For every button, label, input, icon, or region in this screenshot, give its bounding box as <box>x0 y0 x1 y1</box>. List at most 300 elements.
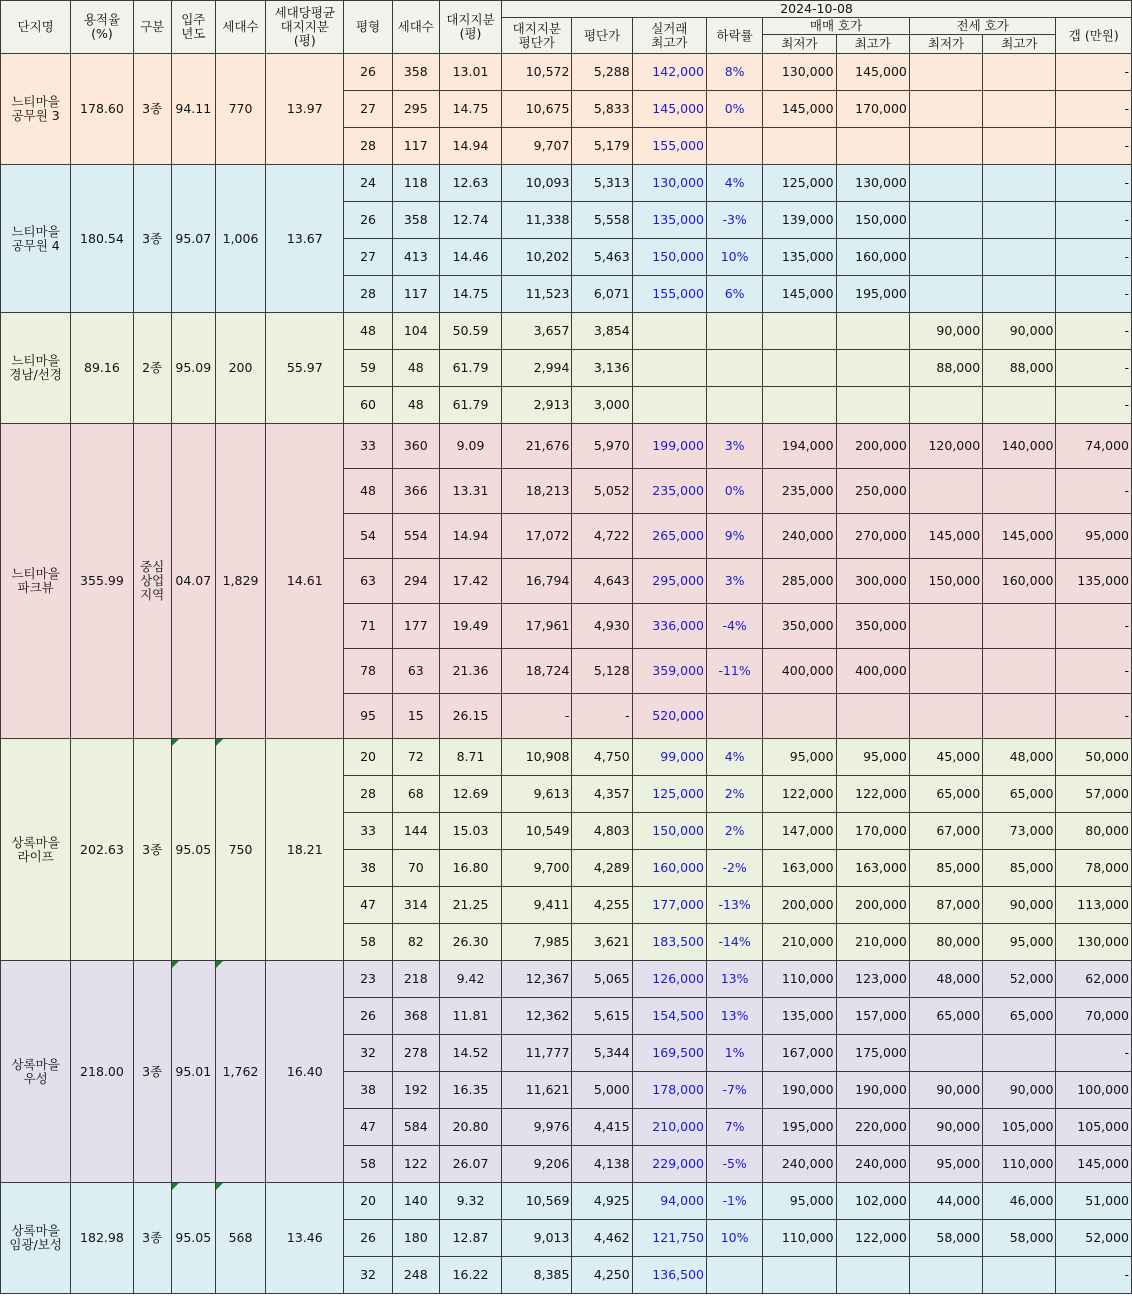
cell-real-max: 145,000 <box>632 91 706 128</box>
group-year: 95.05 <box>171 739 215 961</box>
header-gap: 갭 (만원) <box>1056 18 1132 54</box>
cell-pyeong: 32 <box>344 1035 392 1072</box>
cell-sale-max: 210,000 <box>836 924 909 961</box>
cell-real-max: 229,000 <box>632 1146 706 1183</box>
cell-gap: - <box>1056 604 1132 649</box>
cell-jeonse-max <box>983 1257 1056 1294</box>
header-jeonse-ask: 전세 호가 <box>909 18 1056 35</box>
cell-drop-rate: -3% <box>707 202 763 239</box>
cell-land-share: 14.52 <box>439 1035 501 1072</box>
cell-land-price: 9,976 <box>502 1109 572 1146</box>
cell-sale-max: 170,000 <box>836 813 909 850</box>
cell-drop-rate: 7% <box>707 1109 763 1146</box>
cell-sale-min: 130,000 <box>763 54 836 91</box>
cell-gap: 74,000 <box>1056 424 1132 469</box>
cell-pyeong: 54 <box>344 514 392 559</box>
group-zone: 3종 <box>133 739 171 961</box>
cell-pyeong: 47 <box>344 887 392 924</box>
header-sale-min: 최저가 <box>763 35 836 54</box>
cell-drop-rate: 4% <box>707 165 763 202</box>
cell-pyeong: 78 <box>344 649 392 694</box>
cell-gap: - <box>1056 91 1132 128</box>
group-avg-land: 18.21 <box>266 739 344 961</box>
cell-sale-max <box>836 313 909 350</box>
cell-real-max: 136,500 <box>632 1257 706 1294</box>
cell-gap: - <box>1056 202 1132 239</box>
cell-sale-min: 122,000 <box>763 776 836 813</box>
cell-sale-min: 167,000 <box>763 1035 836 1072</box>
cell-sale-min: 190,000 <box>763 1072 836 1109</box>
cell-gap: - <box>1056 313 1132 350</box>
cell-drop-rate <box>707 128 763 165</box>
cell-unit-households: 180 <box>392 1220 439 1257</box>
cell-sale-max: 157,000 <box>836 998 909 1035</box>
cell-drop-rate: -5% <box>707 1146 763 1183</box>
cell-land-price: 10,549 <box>502 813 572 850</box>
cell-land-share: 61.79 <box>439 387 501 424</box>
cell-real-max: 94,000 <box>632 1183 706 1220</box>
cell-land-share: 14.94 <box>439 128 501 165</box>
cell-sale-max: 200,000 <box>836 424 909 469</box>
cell-land-share: 26.15 <box>439 694 501 739</box>
cell-drop-rate: 13% <box>707 961 763 998</box>
header-pyeong: 평형 <box>344 1 392 54</box>
cell-land-share: 16.35 <box>439 1072 501 1109</box>
cell-jeonse-min: 48,000 <box>909 961 982 998</box>
cell-gap: 100,000 <box>1056 1072 1132 1109</box>
cell-unit-households: 368 <box>392 998 439 1035</box>
cell-real-max: 235,000 <box>632 469 706 514</box>
cell-real-max: 210,000 <box>632 1109 706 1146</box>
group-year: 95.01 <box>171 961 215 1183</box>
cell-land-price: 10,572 <box>502 54 572 91</box>
cell-pyeong-price: 4,750 <box>572 739 632 776</box>
header-households: 세대수 <box>215 1 265 54</box>
group-households: 568 <box>215 1183 265 1294</box>
cell-unit-households: 413 <box>392 239 439 276</box>
cell-jeonse-min <box>909 276 982 313</box>
cell-land-share: 15.03 <box>439 813 501 850</box>
cell-unit-households: 117 <box>392 128 439 165</box>
cell-sale-max: 300,000 <box>836 559 909 604</box>
cell-jeonse-max <box>983 202 1056 239</box>
cell-jeonse-max: 145,000 <box>983 514 1056 559</box>
cell-gap: 135,000 <box>1056 559 1132 604</box>
header-far: 용적율 (%) <box>71 1 133 54</box>
cell-gap: 113,000 <box>1056 887 1132 924</box>
cell-drop-rate: -2% <box>707 850 763 887</box>
cell-sale-max: 240,000 <box>836 1146 909 1183</box>
cell-jeonse-min: 90,000 <box>909 1072 982 1109</box>
cell-drop-rate <box>707 350 763 387</box>
table-row <box>1 54 1132 91</box>
cell-gap: - <box>1056 54 1132 91</box>
cell-sale-max: 122,000 <box>836 1220 909 1257</box>
cell-unit-households: 117 <box>392 276 439 313</box>
cell-real-max <box>632 313 706 350</box>
cell-jeonse-min <box>909 387 982 424</box>
cell-pyeong-price: - <box>572 694 632 739</box>
cell-sale-min: 110,000 <box>763 1220 836 1257</box>
cell-jeonse-min <box>909 54 982 91</box>
cell-land-price: 9,700 <box>502 850 572 887</box>
cell-land-share: 8.71 <box>439 739 501 776</box>
cell-jeonse-max <box>983 387 1056 424</box>
cell-sale-max: 400,000 <box>836 649 909 694</box>
header-sale-max: 최고가 <box>836 35 909 54</box>
cell-gap: - <box>1056 469 1132 514</box>
cell-jeonse-min: 87,000 <box>909 887 982 924</box>
cell-sale-max: 250,000 <box>836 469 909 514</box>
cell-sale-min: 240,000 <box>763 1146 836 1183</box>
cell-pyeong-price: 3,621 <box>572 924 632 961</box>
cell-pyeong: 27 <box>344 91 392 128</box>
cell-unit-households: 584 <box>392 1109 439 1146</box>
cell-sale-max: 350,000 <box>836 604 909 649</box>
cell-real-max: 135,000 <box>632 202 706 239</box>
cell-pyeong-price: 4,357 <box>572 776 632 813</box>
cell-real-max: 177,000 <box>632 887 706 924</box>
cell-drop-rate: 10% <box>707 1220 763 1257</box>
cell-land-share: 14.75 <box>439 91 501 128</box>
cell-gap: 50,000 <box>1056 739 1132 776</box>
cell-pyeong-price: 4,722 <box>572 514 632 559</box>
cell-pyeong-price: 5,463 <box>572 239 632 276</box>
cell-pyeong: 47 <box>344 1109 392 1146</box>
cell-pyeong-price: 5,128 <box>572 649 632 694</box>
cell-jeonse-min: 58,000 <box>909 1220 982 1257</box>
cell-jeonse-min: 65,000 <box>909 998 982 1035</box>
cell-unit-households: 63 <box>392 649 439 694</box>
header-unit-households: 세대수 <box>392 1 439 54</box>
cell-unit-households: 144 <box>392 813 439 850</box>
cell-land-price: 16,794 <box>502 559 572 604</box>
cell-sale-max: 95,000 <box>836 739 909 776</box>
cell-sale-min: 194,000 <box>763 424 836 469</box>
cell-drop-rate: 13% <box>707 998 763 1035</box>
group-households: 1,762 <box>215 961 265 1183</box>
cell-land-price: 10,202 <box>502 239 572 276</box>
cell-land-share: 21.36 <box>439 649 501 694</box>
cell-real-max: 359,000 <box>632 649 706 694</box>
header-pyeong-price: 평단가 <box>572 18 632 54</box>
group-households: 770 <box>215 54 265 165</box>
cell-unit-households: 140 <box>392 1183 439 1220</box>
cell-drop-rate: 1% <box>707 1035 763 1072</box>
cell-jeonse-max: 52,000 <box>983 961 1056 998</box>
group-zone: 중심 상업 지역 <box>133 424 171 739</box>
cell-sale-max: 145,000 <box>836 54 909 91</box>
cell-jeonse-min: 85,000 <box>909 850 982 887</box>
cell-real-max: 178,000 <box>632 1072 706 1109</box>
cell-sale-min <box>763 313 836 350</box>
cell-drop-rate: -13% <box>707 887 763 924</box>
cell-gap: - <box>1056 350 1132 387</box>
cell-land-price: 21,676 <box>502 424 572 469</box>
cell-land-price: 3,657 <box>502 313 572 350</box>
cell-pyeong: 71 <box>344 604 392 649</box>
cell-pyeong-price: 5,052 <box>572 469 632 514</box>
cell-land-price: 2,913 <box>502 387 572 424</box>
cell-sale-min <box>763 1257 836 1294</box>
header-date: 2024-10-08 <box>502 1 1132 18</box>
cell-jeonse-min: 150,000 <box>909 559 982 604</box>
cell-gap: 145,000 <box>1056 1146 1132 1183</box>
cell-drop-rate: 0% <box>707 91 763 128</box>
table-row <box>1 424 1132 469</box>
cell-jeonse-max <box>983 276 1056 313</box>
group-avg-land: 14.61 <box>266 424 344 739</box>
cell-pyeong: 59 <box>344 350 392 387</box>
cell-drop-rate: 8% <box>707 54 763 91</box>
group-households: 750 <box>215 739 265 961</box>
cell-pyeong-price: 3,136 <box>572 350 632 387</box>
cell-pyeong-price: 4,415 <box>572 1109 632 1146</box>
cell-pyeong: 24 <box>344 165 392 202</box>
cell-pyeong: 63 <box>344 559 392 604</box>
cell-sale-min: 110,000 <box>763 961 836 998</box>
cell-unit-households: 192 <box>392 1072 439 1109</box>
cell-sale-min: 400,000 <box>763 649 836 694</box>
cell-sale-min <box>763 350 836 387</box>
cell-pyeong: 28 <box>344 276 392 313</box>
cell-real-max: 150,000 <box>632 813 706 850</box>
cell-pyeong: 28 <box>344 776 392 813</box>
cell-land-price: 7,985 <box>502 924 572 961</box>
cell-sale-min: 235,000 <box>763 469 836 514</box>
cell-sale-max: 130,000 <box>836 165 909 202</box>
cell-pyeong: 33 <box>344 813 392 850</box>
header-drop-rate: 하락률 <box>707 18 763 54</box>
cell-sale-max: 160,000 <box>836 239 909 276</box>
group-far: 178.60 <box>71 54 133 165</box>
cell-pyeong-price: 4,462 <box>572 1220 632 1257</box>
cell-jeonse-max: 65,000 <box>983 776 1056 813</box>
cell-land-price: 9,411 <box>502 887 572 924</box>
cell-land-price: 18,213 <box>502 469 572 514</box>
cell-jeonse-max <box>983 1035 1056 1072</box>
cell-pyeong: 58 <box>344 924 392 961</box>
cell-sale-min: 95,000 <box>763 1183 836 1220</box>
cell-sale-min: 163,000 <box>763 850 836 887</box>
cell-pyeong-price: 3,854 <box>572 313 632 350</box>
header-real-max: 실거래 최고가 <box>632 18 706 54</box>
cell-land-price: 11,777 <box>502 1035 572 1072</box>
cell-unit-households: 248 <box>392 1257 439 1294</box>
cell-sale-min: 195,000 <box>763 1109 836 1146</box>
group-far: 182.98 <box>71 1183 133 1294</box>
cell-pyeong-price: 5,558 <box>572 202 632 239</box>
cell-land-price: 11,523 <box>502 276 572 313</box>
cell-pyeong: 26 <box>344 202 392 239</box>
cell-pyeong: 95 <box>344 694 392 739</box>
group-avg-land: 55.97 <box>266 313 344 424</box>
cell-pyeong: 48 <box>344 469 392 514</box>
cell-real-max <box>632 350 706 387</box>
cell-sale-min: 125,000 <box>763 165 836 202</box>
cell-sale-max: 102,000 <box>836 1183 909 1220</box>
cell-land-price: 2,994 <box>502 350 572 387</box>
group-name: 느티마을 공무원 3 <box>1 54 71 165</box>
cell-real-max: 265,000 <box>632 514 706 559</box>
cell-pyeong-price: 4,930 <box>572 604 632 649</box>
cell-land-share: 13.01 <box>439 54 501 91</box>
cell-sale-max <box>836 128 909 165</box>
cell-jeonse-min <box>909 1035 982 1072</box>
cell-pyeong: 38 <box>344 850 392 887</box>
cell-jeonse-max <box>983 91 1056 128</box>
header-sale-ask: 매매 호가 <box>763 18 910 35</box>
cell-sale-min: 139,000 <box>763 202 836 239</box>
cell-land-share: 11.81 <box>439 998 501 1035</box>
cell-land-share: 12.87 <box>439 1220 501 1257</box>
group-name: 느티마을 파크뷰 <box>1 424 71 739</box>
cell-unit-households: 177 <box>392 604 439 649</box>
cell-unit-households: 314 <box>392 887 439 924</box>
table-row <box>1 1183 1132 1220</box>
cell-land-share: 26.30 <box>439 924 501 961</box>
cell-land-price: 10,093 <box>502 165 572 202</box>
cell-sale-max: 270,000 <box>836 514 909 559</box>
cell-pyeong: 33 <box>344 424 392 469</box>
cell-real-max: 150,000 <box>632 239 706 276</box>
cell-jeonse-min: 67,000 <box>909 813 982 850</box>
cell-sale-min <box>763 128 836 165</box>
cell-jeonse-min <box>909 165 982 202</box>
cell-land-price: 12,367 <box>502 961 572 998</box>
cell-gap: 62,000 <box>1056 961 1132 998</box>
cell-unit-households: 118 <box>392 165 439 202</box>
cell-land-share: 12.69 <box>439 776 501 813</box>
cell-gap: 51,000 <box>1056 1183 1132 1220</box>
group-avg-land: 16.40 <box>266 961 344 1183</box>
group-name: 느티마을 경남/선경 <box>1 313 71 424</box>
cell-sale-max: 122,000 <box>836 776 909 813</box>
cell-pyeong-price: 5,615 <box>572 998 632 1035</box>
cell-land-price: 9,707 <box>502 128 572 165</box>
cell-drop-rate: 10% <box>707 239 763 276</box>
cell-pyeong: 20 <box>344 739 392 776</box>
cell-unit-households: 48 <box>392 350 439 387</box>
group-zone: 3종 <box>133 165 171 313</box>
cell-jeonse-max: 90,000 <box>983 887 1056 924</box>
cell-pyeong-price: 5,065 <box>572 961 632 998</box>
cell-pyeong-price: 5,344 <box>572 1035 632 1072</box>
cell-real-max: 183,500 <box>632 924 706 961</box>
cell-land-price: 9,206 <box>502 1146 572 1183</box>
cell-sale-min: 350,000 <box>763 604 836 649</box>
cell-pyeong-price: 5,970 <box>572 424 632 469</box>
cell-pyeong: 58 <box>344 1146 392 1183</box>
cell-drop-rate: 3% <box>707 559 763 604</box>
cell-pyeong: 27 <box>344 239 392 276</box>
cell-drop-rate: 0% <box>707 469 763 514</box>
cell-jeonse-min: 80,000 <box>909 924 982 961</box>
cell-drop-rate: 9% <box>707 514 763 559</box>
cell-drop-rate <box>707 387 763 424</box>
cell-unit-households: 104 <box>392 313 439 350</box>
cell-pyeong-price: 5,000 <box>572 1072 632 1109</box>
cell-gap: 80,000 <box>1056 813 1132 850</box>
header-avg-land: 세대당평균 대지지분 (평) <box>266 1 344 54</box>
cell-drop-rate <box>707 1257 763 1294</box>
cell-sale-max: 190,000 <box>836 1072 909 1109</box>
cell-land-share: 50.59 <box>439 313 501 350</box>
cell-jeonse-min <box>909 604 982 649</box>
group-zone: 3종 <box>133 1183 171 1294</box>
cell-land-share: 61.79 <box>439 350 501 387</box>
cell-jeonse-max: 160,000 <box>983 559 1056 604</box>
header-land-share: 대지지분 (평) <box>439 1 501 54</box>
group-name: 상록마을 우성 <box>1 961 71 1183</box>
cell-gap: 130,000 <box>1056 924 1132 961</box>
cell-drop-rate: 2% <box>707 813 763 850</box>
group-avg-land: 13.67 <box>266 165 344 313</box>
cell-jeonse-min: 95,000 <box>909 1146 982 1183</box>
cell-jeonse-max: 48,000 <box>983 739 1056 776</box>
cell-sale-min: 240,000 <box>763 514 836 559</box>
cell-pyeong-price: 5,833 <box>572 91 632 128</box>
cell-real-max: 160,000 <box>632 850 706 887</box>
cell-pyeong: 38 <box>344 1072 392 1109</box>
cell-sale-max: 175,000 <box>836 1035 909 1072</box>
cell-jeonse-min: 90,000 <box>909 313 982 350</box>
cell-jeonse-min <box>909 128 982 165</box>
cell-jeonse-min <box>909 469 982 514</box>
cell-real-max: 130,000 <box>632 165 706 202</box>
cell-sale-max: 123,000 <box>836 961 909 998</box>
cell-unit-households: 122 <box>392 1146 439 1183</box>
cell-land-share: 17.42 <box>439 559 501 604</box>
group-year: 95.05 <box>171 1183 215 1294</box>
cell-sale-min: 200,000 <box>763 887 836 924</box>
cell-sale-min: 145,000 <box>763 91 836 128</box>
group-households: 200 <box>215 313 265 424</box>
cell-sale-min: 285,000 <box>763 559 836 604</box>
cell-jeonse-max <box>983 694 1056 739</box>
cell-pyeong: 26 <box>344 998 392 1035</box>
cell-land-price: 9,613 <box>502 776 572 813</box>
cell-drop-rate <box>707 313 763 350</box>
cell-jeonse-max: 85,000 <box>983 850 1056 887</box>
cell-land-share: 14.75 <box>439 276 501 313</box>
group-year: 95.09 <box>171 313 215 424</box>
cell-land-price: 11,621 <box>502 1072 572 1109</box>
group-far: 180.54 <box>71 165 133 313</box>
header-jeonse-min: 최저가 <box>909 35 982 54</box>
cell-jeonse-min: 145,000 <box>909 514 982 559</box>
cell-land-price: 10,908 <box>502 739 572 776</box>
cell-land-price: 18,724 <box>502 649 572 694</box>
cell-sale-min: 135,000 <box>763 998 836 1035</box>
cell-real-max: 155,000 <box>632 128 706 165</box>
cell-unit-households: 48 <box>392 387 439 424</box>
cell-jeonse-min <box>909 694 982 739</box>
cell-land-share: 26.07 <box>439 1146 501 1183</box>
cell-unit-households: 360 <box>392 424 439 469</box>
cell-gap: - <box>1056 165 1132 202</box>
group-households: 1,829 <box>215 424 265 739</box>
cell-land-share: 9.42 <box>439 961 501 998</box>
cell-gap: - <box>1056 694 1132 739</box>
cell-sale-max: 195,000 <box>836 276 909 313</box>
cell-unit-households: 82 <box>392 924 439 961</box>
cell-unit-households: 295 <box>392 91 439 128</box>
cell-drop-rate: -4% <box>707 604 763 649</box>
cell-sale-min <box>763 694 836 739</box>
group-year: 94.11 <box>171 54 215 165</box>
cell-jeonse-max <box>983 165 1056 202</box>
